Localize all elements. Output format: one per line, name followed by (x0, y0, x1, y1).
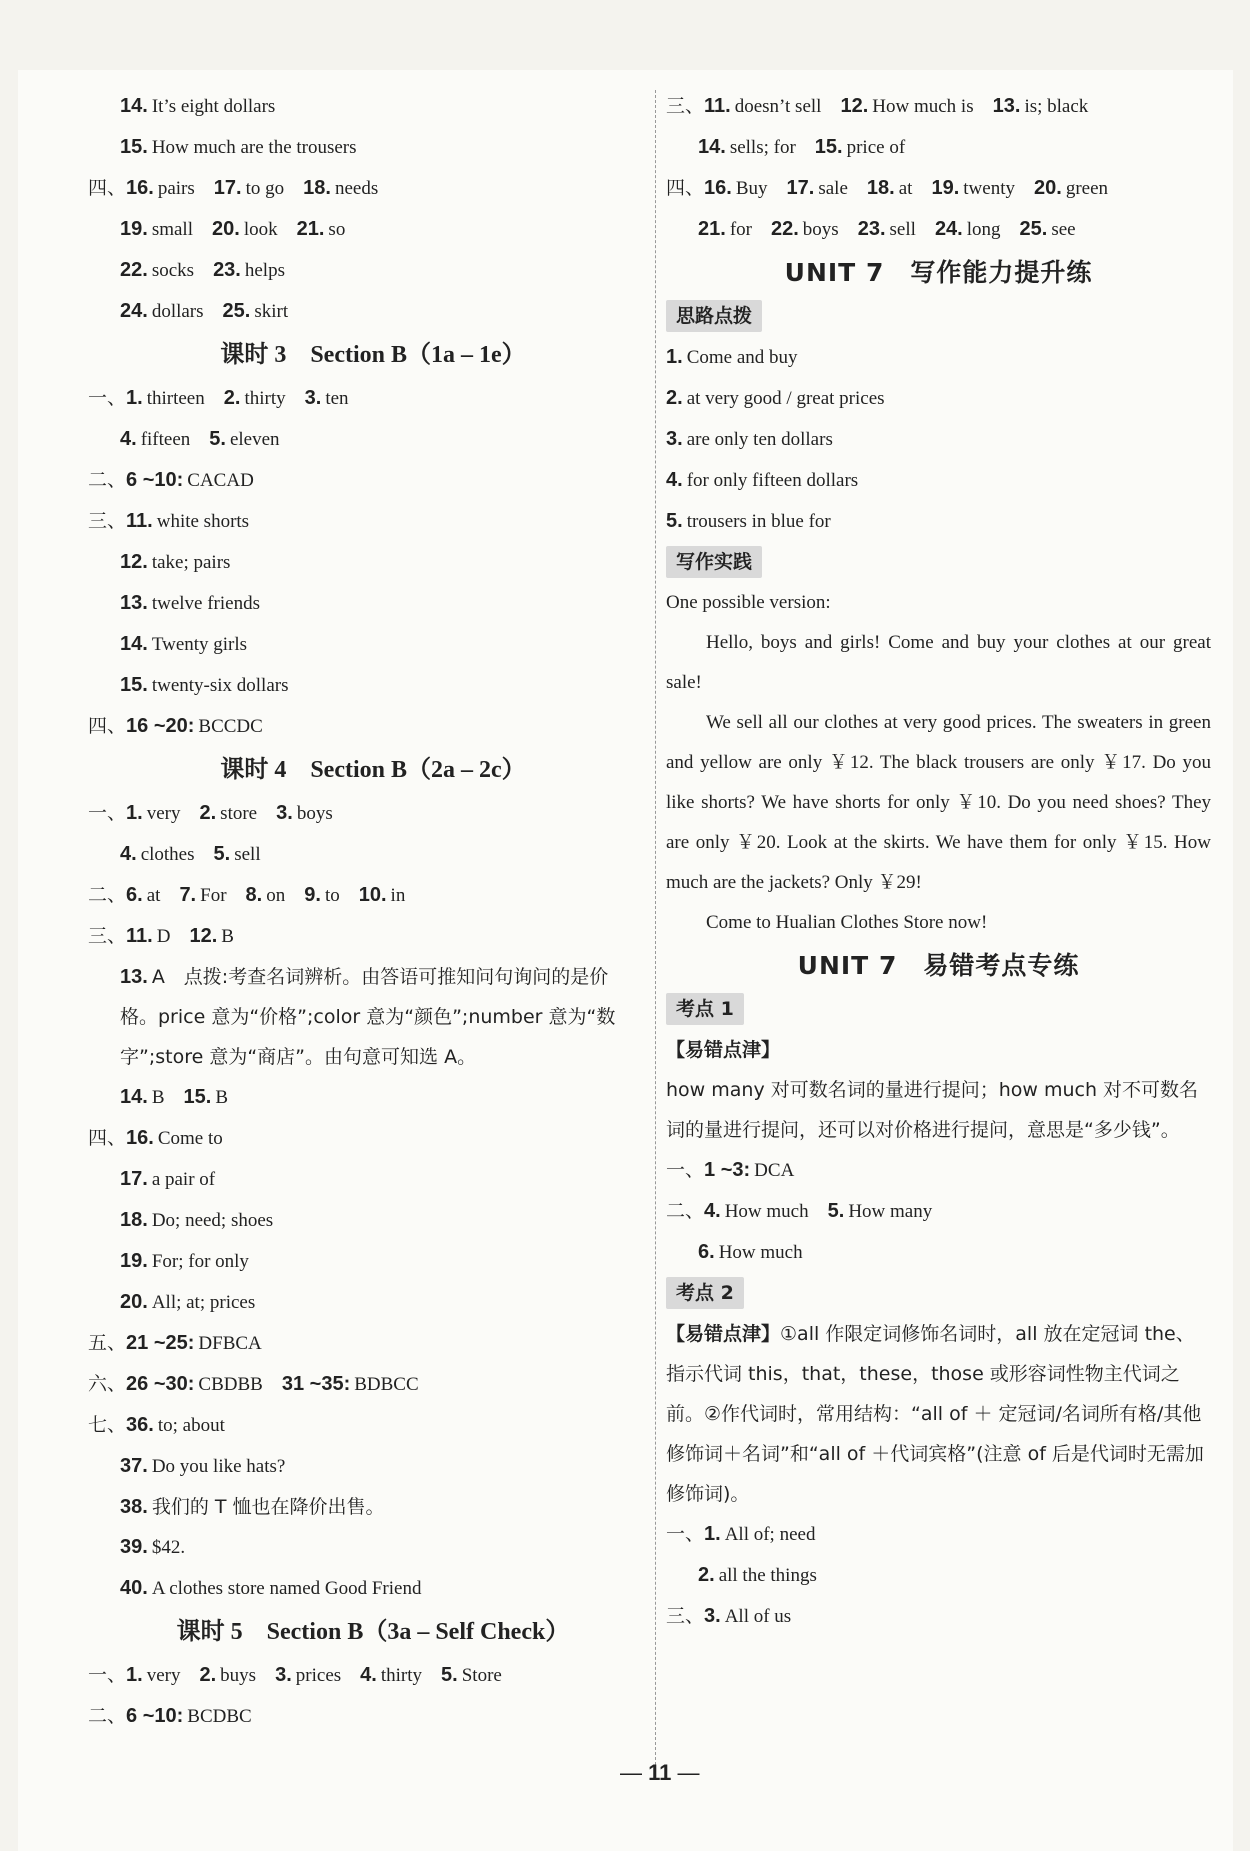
section-heading: 课时 3 Section B（1a – 1e） (220, 342, 526, 368)
answer-line: 一、1. very 2. store 3. boys (88, 802, 333, 824)
answer-line: 20. All; at; prices (120, 1291, 256, 1313)
tip-text: how many 对可数名词的量进行提问；how much 对不可数名词的量进行提问，还可以对价格进行提问，意思是“多少钱”。 (666, 1079, 1199, 1141)
unit-heading: UNIT 7 易错考点专练 (797, 951, 1080, 980)
answer-line: 6. How much (698, 1241, 803, 1263)
answer-line: 4. clothes 5. sell (120, 843, 261, 865)
explanation: 13. A 点拨:考查名词辨析。由答语可推知问句询问的是价格。price 意为“价格”;color 意为“颜色”;number 意为“数字”;store 意为“商店”。由句意可知选 A。 (120, 966, 616, 1068)
answer-line: 二、4. How much 5. How many (666, 1200, 933, 1222)
answer-line: 四、16. Come to (88, 1127, 223, 1149)
section-heading: 课时 5 Section B（3a – Self Check） (176, 1619, 570, 1645)
section-tag: 考点 2 (666, 1277, 744, 1309)
essay-paragraph: Hello, boys and girls! Come and buy your clothes at our great sale! (666, 632, 1211, 693)
tip-label: 【易错点津】 (666, 1323, 781, 1345)
answer-line: 一、1. very 2. buys 3. prices 4. thirty 5. Store (88, 1664, 502, 1686)
column-divider (655, 90, 656, 1780)
answer-line: 18. Do; need; shoes (120, 1209, 274, 1231)
answer-line: 15. twenty-six dollars (120, 674, 289, 696)
answer-line: 四、16. Buy 17. sale 18. at 19. twenty 20. green (666, 177, 1109, 199)
page-number: — 11 — (620, 1760, 700, 1786)
answer-line: 一、1. All of; need (666, 1523, 816, 1545)
answer-line: 39. $42. (120, 1536, 186, 1558)
answer-line: 五、21 ~25: DFBCA (88, 1332, 262, 1354)
answer-line: 22. socks 23. helps (120, 259, 285, 281)
answer-line: 5. trousers in blue for (666, 510, 831, 532)
right-column (666, 70, 1211, 1637)
answer-line: 40. A clothes store named Good Friend (120, 1577, 422, 1599)
answer-line: 37. Do you like hats? (120, 1455, 286, 1477)
unit-heading: UNIT 7 写作能力提升练 (784, 258, 1093, 287)
section-tag: 考点 1 (666, 993, 744, 1025)
answer-line: 1. Come and buy (666, 346, 798, 368)
tip-text: 【易错点津】①all 作限定词修饰名词时，all 放在定冠词 the、指示代词 this，that，these，those 或形容词性物主代词之前。②作代词时，常用结构：“all of ＋ 定冠词/名词所有格/其他修饰词＋名词”和“all of ＋代词宾格”(注意 of 后是代词时无需加修饰词)。 (666, 1323, 1204, 1505)
essay-paragraph: Come to Hualian Clothes Store now! (706, 912, 988, 933)
answer-line: 三、11. doesn’t sell 12. How much is 13. is; black (666, 95, 1089, 117)
answer-line: 三、11. white shorts (88, 510, 250, 532)
tip-label: 【易错点津】 (666, 1039, 781, 1061)
answer-line: 二、6. at 7. For 8. on 9. to 10. in (88, 884, 406, 906)
answer-line: 24. dollars 25. skirt (120, 300, 289, 322)
answer-line: 二、6 ~10: CACAD (88, 469, 254, 491)
answer-line: 3. are only ten dollars (666, 428, 833, 450)
section-tag: 思路点拨 (666, 300, 762, 332)
answer-line: 21. for 22. boys 23. sell 24. long 25. see (698, 218, 1076, 240)
answer-line: 一、1 ~3: DCA (666, 1159, 795, 1181)
section-heading: 课时 4 Section B（2a – 2c） (220, 757, 526, 783)
answer-line: 14. It’s eight dollars (120, 95, 276, 117)
answer-line: 三、3. All of us (666, 1605, 792, 1627)
answer-line: 2. at very good / great prices (666, 387, 885, 409)
answer-line: 13. twelve friends (120, 592, 260, 614)
answer-line: 19. For; for only (120, 1250, 249, 1272)
answer-line: 14. Twenty girls (120, 633, 248, 655)
answer-line: 四、16 ~20: BCCDC (88, 715, 263, 737)
answer-line: 19. small 20. look 21. so (120, 218, 346, 240)
answer-line: 四、16. pairs 17. to go 18. needs (88, 177, 379, 199)
answer-line: 六、26 ~30: CBDBB 31 ~35: BDBCC (88, 1373, 419, 1395)
answer-line: 二、6 ~10: BCDBC (88, 1705, 252, 1727)
answer-page (18, 70, 1233, 1851)
answer-line: 4. fifteen 5. eleven (120, 428, 280, 450)
answer-line: 七、36. to; about (88, 1414, 225, 1436)
answer-line: 17. a pair of (120, 1168, 216, 1190)
answer-line: 14. sells; for 15. price of (698, 136, 906, 158)
answer-line: 15. How much are the trousers (120, 136, 357, 158)
version-label: One possible version: (666, 592, 831, 613)
answer-line: 12. take; pairs (120, 551, 231, 573)
answer-line: 14. B 15. B (120, 1086, 229, 1108)
essay-paragraph: We sell all our clothes at very good prices. The sweaters in green and yellow are only ￥12. The black trousers are only ￥17. Do you like shorts? We have shorts for only ￥10. Do you need shoes? They are only ￥20. Look at the skirts. We have them for only ￥15. How much are the jackets? Only ￥29! (666, 712, 1211, 893)
answer-line: 4. for only fifteen dollars (666, 469, 859, 491)
answer-line: 2. all the things (698, 1564, 817, 1586)
left-column (88, 70, 628, 1737)
section-tag: 写作实践 (666, 546, 762, 578)
answer-line: 三、11. D 12. B (88, 925, 234, 947)
answer-line: 38. 我们的 T 恤也在降价出售。 (120, 1496, 385, 1518)
answer-line: 一、1. thirteen 2. thirty 3. ten (88, 387, 349, 409)
